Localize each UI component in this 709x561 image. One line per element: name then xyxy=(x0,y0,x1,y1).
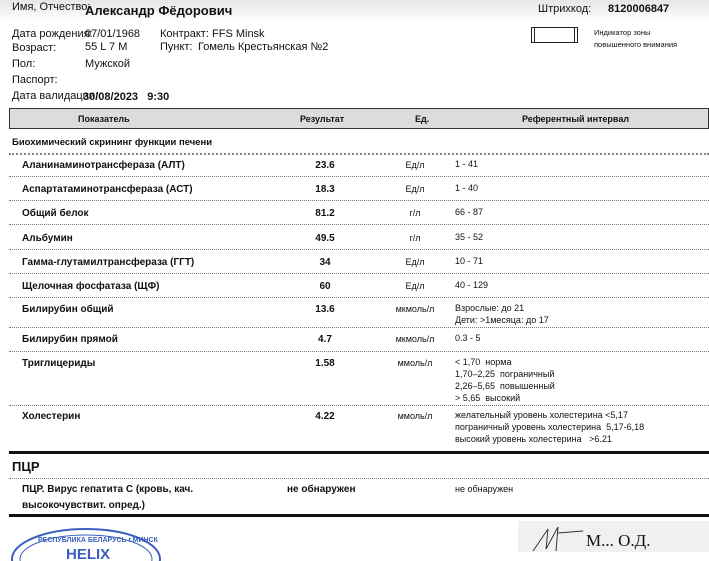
point-value: Гомель Крестьянская №2 xyxy=(198,41,329,53)
ref-line: 40 - 129 xyxy=(455,280,489,290)
patient-name: Александр Фёдорович xyxy=(85,3,233,18)
test-unit: г/л xyxy=(409,208,421,218)
divider xyxy=(9,451,709,454)
divider xyxy=(9,351,709,352)
test-name: Билирубин общий xyxy=(22,304,114,315)
svg-text:HELIX: HELIX xyxy=(66,546,111,561)
attention-indicator-label xyxy=(594,27,677,51)
sex-label: Пол: xyxy=(12,58,36,70)
ref-line: пограничный уровень холестерина 5,17-6,18 xyxy=(455,422,645,432)
contract-value: FFS Minsk xyxy=(212,28,265,40)
test-ref xyxy=(455,356,555,404)
test-name-cont: высокочувствит. опред.) xyxy=(22,500,145,511)
ref-line: Взрослые: до 21 xyxy=(455,303,525,313)
test-result: 4.22 xyxy=(315,411,335,422)
signature-name: М... О.Д. xyxy=(586,531,651,550)
test-name: Щелочная фосфатаза (ЩФ) xyxy=(22,281,160,292)
ref-line: 35 - 52 xyxy=(455,232,484,242)
point-label: Пункт: xyxy=(160,41,193,53)
ref-line: 10 - 71 xyxy=(455,256,484,266)
test-result: 13.6 xyxy=(315,304,335,315)
sex-value: Мужской xyxy=(85,58,130,70)
svg-text:РЕСПУБЛИКА БЕЛАРУСЬ г.МИНСК: РЕСПУБЛИКА БЕЛАРУСЬ г.МИНСК xyxy=(38,537,158,544)
signature-area xyxy=(518,521,709,552)
test-unit: мкмоль/л xyxy=(395,334,435,344)
table-header xyxy=(9,108,709,129)
test-ref xyxy=(455,279,488,291)
test-result: не обнаружен xyxy=(287,484,356,495)
test-name: Гамма-глутамилтрансфераза (ГГТ) xyxy=(22,257,195,268)
ref-line: желательный уровень холестерина <5,17 xyxy=(455,410,628,420)
test-name: Альбумин xyxy=(22,233,73,244)
test-unit: Ед/л xyxy=(405,281,425,291)
test-ref xyxy=(455,158,478,170)
age-label: Возраст: xyxy=(12,42,57,54)
divider xyxy=(9,176,709,177)
test-ref: не обнаружен xyxy=(455,484,514,494)
divider xyxy=(9,153,709,155)
col-ref: Референтный интервал xyxy=(522,114,630,124)
test-name: Холестерин xyxy=(22,411,81,422)
indicator-line1: Индикатор зоны xyxy=(594,28,651,37)
divider xyxy=(9,273,709,274)
col-result: Результат xyxy=(300,114,345,124)
lab-stamp xyxy=(8,521,173,561)
divider xyxy=(9,224,709,225)
name-label: Имя, Отчество: xyxy=(12,1,91,13)
test-ref xyxy=(455,255,483,267)
test-ref xyxy=(455,231,483,243)
test-result: 18.3 xyxy=(315,184,335,195)
test-ref xyxy=(455,332,481,344)
test-ref xyxy=(455,182,478,194)
divider xyxy=(9,249,709,250)
signature-scribble xyxy=(528,521,588,552)
divider xyxy=(9,327,709,328)
col-name: Показатель xyxy=(78,114,130,124)
attention-indicator-box xyxy=(531,27,578,43)
dob-value: 07/01/1968 xyxy=(85,28,141,40)
validation-label: Дата валидации: xyxy=(12,90,98,102)
test-result: 49.5 xyxy=(315,233,335,244)
test-result: 1.58 xyxy=(315,358,335,369)
divider xyxy=(9,405,709,406)
divider xyxy=(9,478,709,479)
test-unit: Ед/л xyxy=(405,257,425,267)
indicator-line2: повышенного внимания xyxy=(594,40,678,49)
ref-line: 0.3 - 5 xyxy=(455,333,481,343)
barcode-value: 8120006847 xyxy=(608,3,670,15)
divider xyxy=(9,200,709,201)
validation-value: 30/08/2023 9:30 xyxy=(83,91,170,103)
test-unit: Ед/л xyxy=(405,160,425,170)
barcode-label: Штрихкод: xyxy=(538,3,592,15)
test-ref xyxy=(455,302,549,326)
test-name: Общий белок xyxy=(22,208,89,219)
test-name: Аспартатаминотрансфераза (АСТ) xyxy=(22,184,193,195)
test-name: ПЦР. Вирус гепатита С (кровь, кач. xyxy=(22,484,194,495)
test-name: Билирубин прямой xyxy=(22,334,118,345)
age-value: 55 L 7 M xyxy=(85,41,128,53)
test-result: 60 xyxy=(319,281,331,292)
test-result: 23.6 xyxy=(315,160,335,171)
ref-line: 2,26–5,65 повышенный xyxy=(455,381,555,391)
test-unit: мкмоль/л xyxy=(395,304,435,314)
test-name: Триглицериды xyxy=(22,358,96,369)
ref-line: 1,70–2,25 пограничный xyxy=(455,369,555,379)
test-unit: Ед/л xyxy=(405,184,425,194)
ref-line: < 1,70 норма xyxy=(455,357,512,367)
section-title-liver: Биохимический скрининг функции печени xyxy=(12,137,213,148)
ref-line: 1 - 41 xyxy=(455,159,479,169)
ref-line: Дети: >1месяца: до 17 xyxy=(455,315,549,325)
test-unit: г/л xyxy=(409,233,421,243)
ref-line: 66 - 87 xyxy=(455,207,484,217)
test-result: 34 xyxy=(319,257,331,268)
col-unit: Ед. xyxy=(415,114,430,124)
divider xyxy=(9,514,709,517)
section-title-pcr: ПЦР xyxy=(12,459,40,474)
test-result: 4.7 xyxy=(318,334,332,345)
dob-label: Дата рождения: xyxy=(12,28,93,40)
test-ref xyxy=(455,409,644,445)
ref-line: 1 - 40 xyxy=(455,183,479,193)
test-name: Аланинаминотрансфераза (АЛТ) xyxy=(22,160,185,171)
contract-label: Контракт: xyxy=(160,28,209,40)
test-ref xyxy=(455,206,483,218)
divider xyxy=(9,297,709,298)
passport-label: Паспорт: xyxy=(12,74,58,86)
ref-line: высокий уровень холестерина >6.21 xyxy=(455,434,612,444)
test-unit: ммоль/л xyxy=(397,411,433,421)
ref-line: > 5,65 высокий xyxy=(455,393,521,403)
test-unit: ммоль/л xyxy=(397,358,433,368)
test-result: 81.2 xyxy=(315,208,335,219)
